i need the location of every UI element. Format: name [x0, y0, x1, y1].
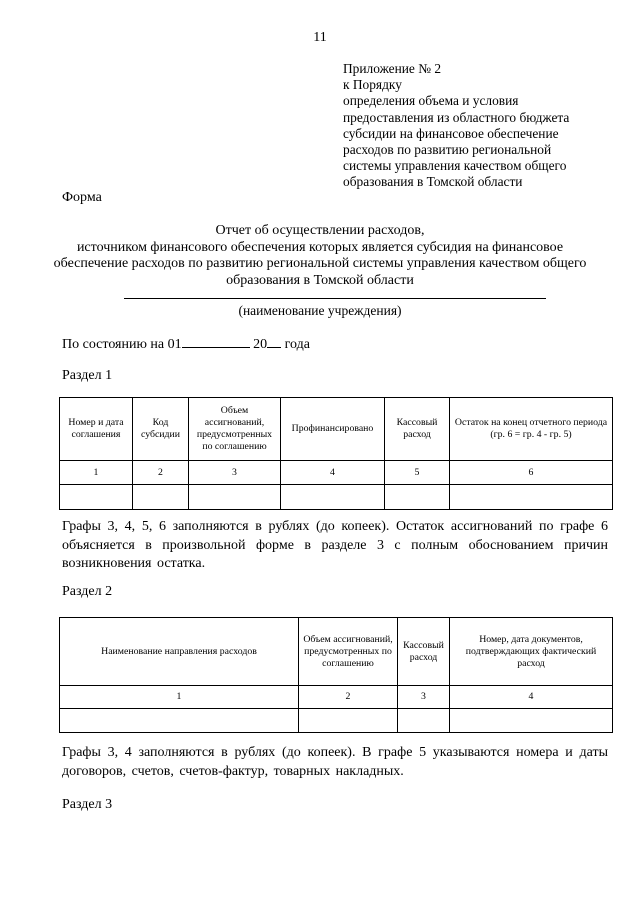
table-row: [60, 485, 613, 510]
header-cell: Номер и дата соглашения: [60, 398, 133, 461]
table-row: [60, 709, 613, 733]
data-cell[interactable]: [398, 709, 450, 733]
appendix-header: [343, 61, 569, 191]
data-cell[interactable]: [450, 709, 613, 733]
report-title: [40, 223, 600, 289]
appendix-line: предоставления из областного бюджета: [343, 109, 570, 125]
appendix-line: субсидии на финансовое обеспечение: [343, 125, 559, 141]
data-cell[interactable]: [133, 485, 189, 510]
report-title-line: обеспечение расходов по развитию региональной системы управления качеством общего: [53, 256, 587, 271]
data-cell[interactable]: [299, 709, 398, 733]
table-number-row: [60, 461, 613, 485]
report-title-line: источником финансового обеспечения которых является субсидия на финансовое: [76, 239, 564, 255]
data-cell[interactable]: [385, 485, 450, 510]
header-cell: Профинансировано: [281, 398, 385, 461]
data-cell[interactable]: [60, 709, 299, 733]
column-number: 1: [60, 686, 299, 709]
appendix-line: системы управления качеством общего: [343, 158, 567, 174]
header-cell: Кассовый расход: [385, 398, 450, 461]
header-cell: Кассовый расход: [398, 618, 450, 686]
column-number: 5: [385, 461, 450, 485]
column-number: 3: [189, 461, 281, 485]
header-cell: Остаток на конец отчетного периода (гр. 6 = гр. 4 - гр. 5): [450, 398, 613, 461]
header-cell: Номер, дата документов, подтверждающих фактический расход: [450, 618, 613, 686]
data-cell[interactable]: [281, 485, 385, 510]
year-suffix: года: [284, 337, 310, 352]
appendix-line: расходов по развитию региональной: [343, 142, 552, 158]
table-header-row: [60, 398, 613, 461]
table-number-row: [60, 686, 613, 709]
section2-table: [59, 617, 613, 733]
header-cell: Код субсидии: [133, 398, 189, 461]
header-cell: Объем ассигнований, предусмотренных по соглашению: [189, 398, 281, 461]
header-cell: Наименование направления расходов: [60, 618, 299, 686]
institution-name-field[interactable]: [124, 298, 546, 299]
appendix-line: Приложение № 2: [343, 61, 442, 76]
as-of-date-line: [62, 335, 310, 353]
appendix-line: образования в Томской области: [343, 174, 523, 190]
report-title-line: образования в Томской области: [226, 272, 414, 288]
column-number: 2: [133, 461, 189, 485]
column-number: 1: [60, 461, 133, 485]
section1-note: Графы 3, 4, 5, 6 заполняются в рублях (до копеек). Остаток ассигнований по графе 6 объясняется в произвольной форме в разделе 3 с полным обоснованием причин возникновения остатка.: [62, 519, 608, 571]
table-header-row: [60, 618, 613, 686]
header-cell: Объем ассигнований, предусмотренных по соглашению: [299, 618, 398, 686]
appendix-line: к Порядку: [343, 77, 402, 93]
column-number: 3: [398, 686, 450, 709]
section1-table: [59, 397, 613, 510]
data-cell[interactable]: [60, 485, 133, 510]
as-of-prefix: По состоянию на 01: [62, 337, 182, 352]
column-number: 2: [299, 686, 398, 709]
data-cell[interactable]: [189, 485, 281, 510]
column-number: 4: [281, 461, 385, 485]
form-label: Форма: [62, 190, 102, 205]
section1-title: Раздел 1: [62, 368, 113, 383]
section3-title: Раздел 3: [62, 797, 113, 812]
section2-note: Графы 3, 4 заполняются в рублях (до копеек). В графе 5 указываются номера и даты договоров, счетов, счетов-фактур, товарных накладных.: [62, 745, 608, 779]
year-prefix: 20: [253, 337, 268, 352]
year-field[interactable]: [267, 335, 281, 348]
column-number: 6: [450, 461, 613, 485]
institution-caption: (наименование учреждения): [238, 303, 402, 318]
month-field[interactable]: [182, 335, 250, 348]
report-title-line: Отчет об осуществлении расходов,: [215, 223, 425, 238]
section2-title: Раздел 2: [62, 584, 113, 599]
page-number: 11: [313, 30, 327, 45]
appendix-line: определения объема и условия: [343, 93, 519, 109]
column-number: 4: [450, 686, 613, 709]
data-cell[interactable]: [450, 485, 613, 510]
